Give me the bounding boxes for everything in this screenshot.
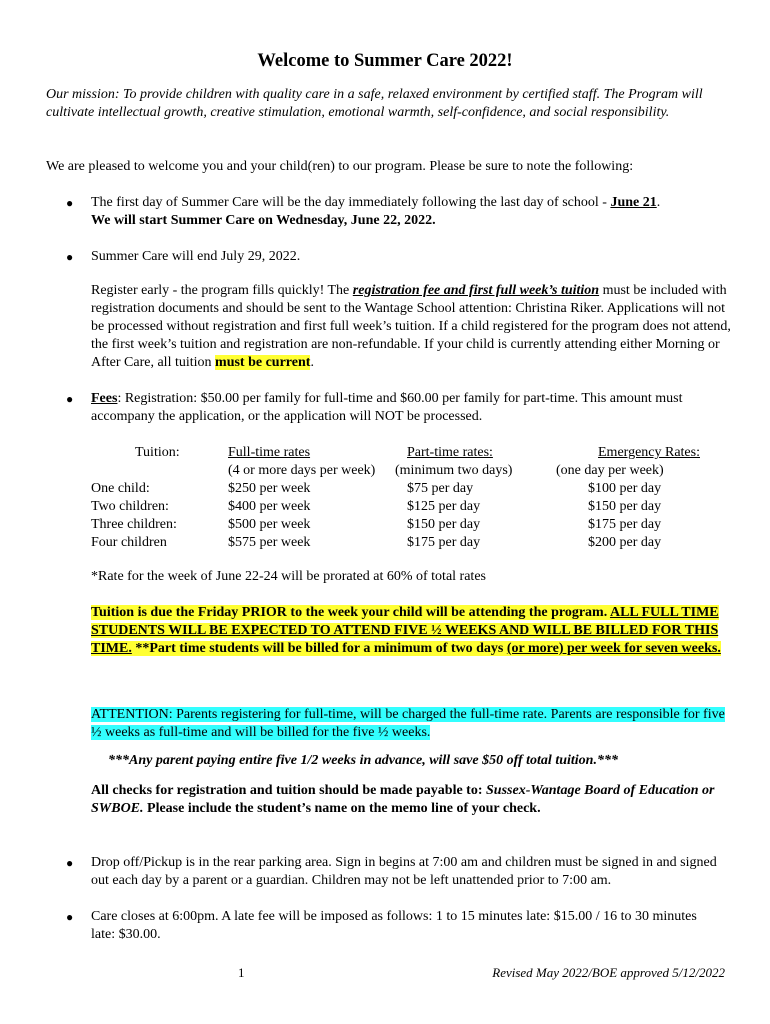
advance-payment-note: [108, 752, 728, 770]
end-date-item: Summer Care will end July 29, 2022.: [91, 249, 301, 264]
bullet-icon: ●: [66, 392, 74, 406]
register-paragraph: [91, 282, 731, 372]
bullet-icon: ●: [66, 250, 74, 264]
rate-cell: $200 per day: [588, 535, 662, 550]
attention-text: ATTENTION: Parents registering for full-time, will be charged the full-time rate. Parents are responsible for five ½ weeks as full-time and will be billed for the five ½ weeks.: [91, 707, 725, 740]
tuition-header: Tuition:: [135, 445, 180, 460]
rate-cell: $575 per week: [228, 535, 311, 550]
column-header: Part-time rates:: [407, 445, 493, 460]
advance-note-text: ***Any parent paying entire five 1/2 weeks in advance, will save $50 off total tuition.***: [108, 753, 618, 768]
register-text: Register early - the program fills quickly! The: [91, 283, 353, 298]
full-time-billing-text: ALL FULL TIME STUDENTS WILL BE EXPECTED TO ATTEND FIVE ½ WEEKS AND WILL BE BILLED FOR THIS TIME.: [91, 605, 719, 656]
first-day-period: .: [656, 195, 661, 210]
bullet-icon: ●: [66, 856, 74, 870]
checks-text: All checks for registration and tuition should be made payable to:: [91, 783, 487, 798]
revision-note: Revised May 2022/BOE approved 5/12/2022: [492, 965, 725, 980]
checks-memo-text: Please include the student’s name on the memo line of your check.: [143, 801, 541, 816]
row-label: Two children:: [91, 499, 169, 514]
fulltime-rates-column: [228, 444, 398, 552]
parttime-rates-column: [395, 444, 545, 552]
rate-cell: $400 per week: [228, 499, 311, 514]
fees-item: [91, 390, 731, 426]
tuition-due-text: Tuition is due the Friday PRIOR to the week your child will be attending the program.: [91, 605, 610, 620]
rate-cell: $500 per week: [228, 517, 311, 532]
intro-paragraph: We are pleased to welcome you and your child(ren) to our program. Please be sure to note the following:: [46, 159, 634, 174]
checks-payee: Sussex-Wantage Board of Education or SWBOE.: [91, 783, 715, 816]
first-day-text: The first day of Summer Care will be the day immediately following the last day of school -: [91, 195, 611, 210]
attention-notice: [91, 706, 731, 742]
column-header: Full-time rates: [228, 445, 311, 460]
checks-payable-note: [91, 782, 716, 818]
mission-statement: Our mission: To provide children with quality care in a safe, relaxed environment by certified staff. The Program will cultivate intellectual growth, creative stimulation, emotional warmth, self-confidence, and social responsibility.: [46, 87, 703, 120]
tuition-due-notice: [91, 604, 731, 658]
rate-cell: $150 per day: [407, 517, 481, 532]
bullet-icon: ●: [66, 196, 74, 210]
fees-label: Fees: [91, 391, 118, 406]
first-day-item: [91, 194, 731, 230]
closing-time-item: Care closes at 6:00pm. A late fee will be imposed as follows: 1 to 15 minutes late: $15.00 / 16 to 30 minutes late: $30.00.: [91, 909, 697, 942]
column-subheader: (4 or more days per week): [228, 463, 376, 478]
rate-cell: $175 per day: [588, 517, 662, 532]
row-label: Three children:: [91, 517, 177, 532]
bullet-icon: ●: [66, 910, 74, 924]
page-title: Welcome to Summer Care 2022!: [257, 51, 513, 71]
column-subheader: (one day per week): [556, 463, 664, 478]
emergency-rates-column: [548, 444, 700, 552]
prorate-note: *Rate for the week of June 22-24 will be prorated at 60% of total rates: [91, 569, 486, 584]
rate-cell: $250 per week: [228, 481, 311, 496]
must-be-current-highlight: must be current: [215, 355, 311, 370]
part-time-billing-text: **Part time students will be billed for a minimum of two days: [131, 641, 507, 656]
rate-cell: $150 per day: [588, 499, 662, 514]
part-time-minimum-text: (or more) per week for seven weeks.: [506, 641, 721, 656]
register-text-2: must be included with registration documents and should be sent to the Wantage School attention: Christina Riker. Applications will not be processed without registration and first full week’s tuition. If a child registered for the program does not attend, the first week’s tuition and registration are non-refundable. If your child is currently attending either Morning or After Care, all tuition: [91, 283, 731, 370]
register-period: .: [310, 355, 314, 370]
rate-cell: $100 per day: [588, 481, 662, 496]
column-header: Emergency Rates:: [598, 445, 700, 460]
register-emphasis: registration fee and first full week’s tuition: [352, 283, 600, 298]
dropoff-item: Drop off/Pickup is in the rear parking area. Sign in begins at 7:00 am and children must be signed in and signed out each day by a parent or a guardian. Children may not be left unattended prior to 7:00 am.: [91, 855, 717, 888]
rate-cell: $125 per day: [407, 499, 481, 514]
page-number: 1: [238, 965, 245, 980]
row-label: Four children: [91, 535, 167, 550]
start-date-line: We will start Summer Care on Wednesday, June 22, 2022.: [91, 213, 436, 228]
rates-row-labels: [91, 444, 201, 552]
first-day-date: June 21: [610, 195, 657, 210]
row-label: One child:: [91, 481, 150, 496]
rate-cell: $75 per day: [407, 481, 474, 496]
fees-text: : Registration: $50.00 per family for full-time and $60.00 per family for part-time. This amount must accompany the application, or the application will NOT be processed.: [91, 391, 683, 424]
column-subheader: (minimum two days): [395, 463, 513, 478]
rate-cell: $175 per day: [407, 535, 481, 550]
